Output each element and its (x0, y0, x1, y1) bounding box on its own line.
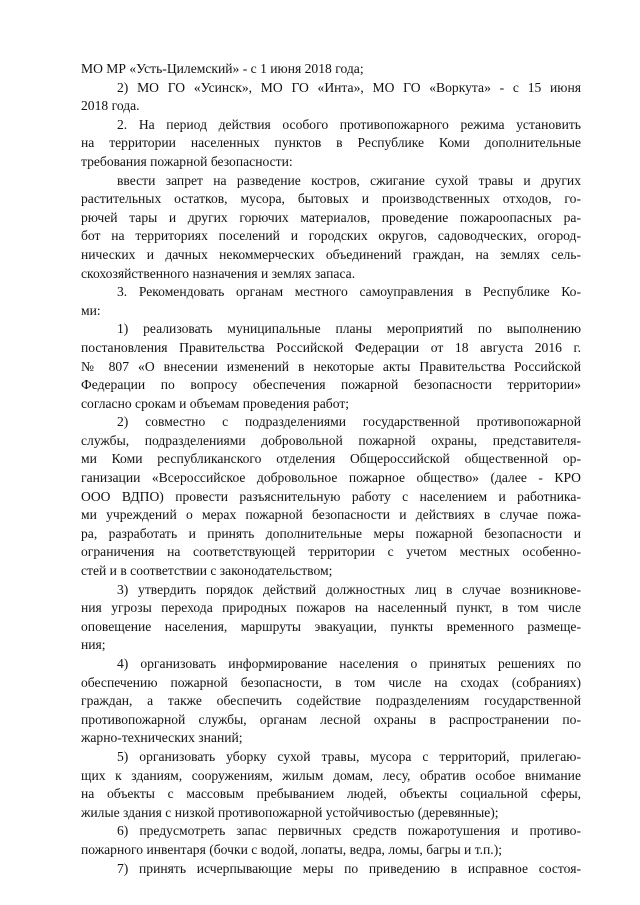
document-text-line: пожарного инвентаря (бочки с водой, лопаты, ведра, ломы, багры и т.п.); (81, 841, 503, 857)
document-text-line: ния угрозы перехода природных пожаров на населенный пункт, в том числе (81, 600, 581, 616)
document-text-line: 7) принять исчерпывающие меры по приведению в исправное состоя- (117, 860, 581, 876)
document-text-line: требования пожарной безопасности: (81, 153, 293, 169)
document-text-line: ми Коми республиканского отделения Общероссийской общественной ор- (81, 451, 581, 467)
document-text-line: ввести запрет на разведение костров, сжигание сухой травы и других (117, 172, 581, 188)
document-text-line: растительных остатков, мусора, бытовых и производственных отходов, го- (81, 191, 581, 207)
document-text-line: 3) утвердить порядок действий должностных лиц в случае возникнове- (117, 581, 581, 597)
document-text-line: рючей тары и других горючих материалов, проведение пожароопасных ра- (81, 209, 581, 225)
document-text-line: на объекты с массовым пребыванием людей, объекты социальной сферы, (81, 786, 581, 802)
document-text-line: ния; (81, 637, 106, 653)
document-text-line: Федерации по вопросу обеспечения пожарной безопасности территории» (81, 377, 581, 393)
document-text-line: жарно-технических знаний; (81, 730, 243, 746)
document-text-line: нических и дачных некоммерческих объединений граждан, на землях сель- (81, 246, 581, 262)
document-text-line: щих к зданиям, сооружениям, жилым домам, лесу, обратив особое внимание (81, 767, 581, 783)
document-text-line: скохозяйственного назначения и землях запаса. (81, 265, 356, 281)
document-text-line: МО МР «Усть-Цилемский» - с 1 июня 2018 года; (81, 61, 364, 76)
document-text-line: на территории населенных пунктов в Республике Коми дополнительные (81, 135, 581, 151)
document-text-line: 2) совместно с подразделениями государственной противопожарной (117, 414, 581, 430)
document-page (81, 60, 581, 878)
document-text-line: стей и в соответствии с законодательством; (81, 563, 333, 579)
document-text-line: ООО ВДПО) провести разъяснительную работу с населением и работника- (81, 488, 581, 504)
document-text-line: согласно срокам и объемам проведения работ; (81, 395, 350, 411)
document-text-line: ми учреждений о мерах пожарной безопасности и действиях в случае пожа- (81, 507, 581, 523)
document-text-line: 4) организовать информирование населения о принятых решениях по (117, 656, 581, 671)
document-text-line: ганизации «Всероссийское добровольное пожарное общество» (далее - КРО (81, 470, 581, 486)
document-text-line: 3. Рекомендовать органам местного самоуправления в Республике Ко- (117, 284, 581, 300)
document-text-line: обеспечению пожарной безопасности, в том числе на сходах (собраниях) (81, 674, 581, 690)
document-text-line: ра, разработать и принять дополнительные меры пожарной безопасности и (81, 525, 581, 541)
document-text-line: ограничения на соответствующей территории с учетом местных особенно- (81, 544, 581, 560)
document-text-line: противопожарной службы, органам лесной охраны в распространении по- (81, 711, 581, 727)
document-text-line: 5) организовать уборку сухой травы, мусора с территорий, прилегаю- (117, 748, 581, 764)
document-text-line: постановления Правительства Российской Федерации от 18 августа 2016 г. (81, 339, 581, 355)
document-text-line: 1) реализовать муниципальные планы мероприятий по выполнению (117, 321, 581, 337)
document-text-line: оповещение населения, маршруты эвакуации, пункты временного размеще- (81, 618, 581, 634)
document-text-line: 2. На период действия особого противопожарного режима установить (117, 116, 581, 132)
document-text-line: 6) предусмотреть запас первичных средств пожаротушения и противо- (117, 823, 581, 839)
document-text-line: жилые здания с низкой противопожарной устойчивостью (деревянные); (81, 804, 499, 820)
document-text-line: бот на территориях поселений и городских округов, садоводческих, огород- (81, 228, 581, 244)
document-text-line: службы, подразделениями добровольной пожарной охраны, представителя- (81, 432, 581, 448)
document-text-line: ми: (81, 302, 101, 318)
document-text-line: № 807 «О внесении изменений в некоторые акты Правительства Российской (81, 358, 581, 374)
document-text-line: 2018 года. (81, 98, 140, 114)
document-text-line: граждан, а также обеспечить содействие подразделениям государственной (81, 693, 581, 709)
document-text-line: 2) МО ГО «Усинск», МО ГО «Инта», МО ГО «Воркута» - с 15 июня (117, 79, 581, 95)
